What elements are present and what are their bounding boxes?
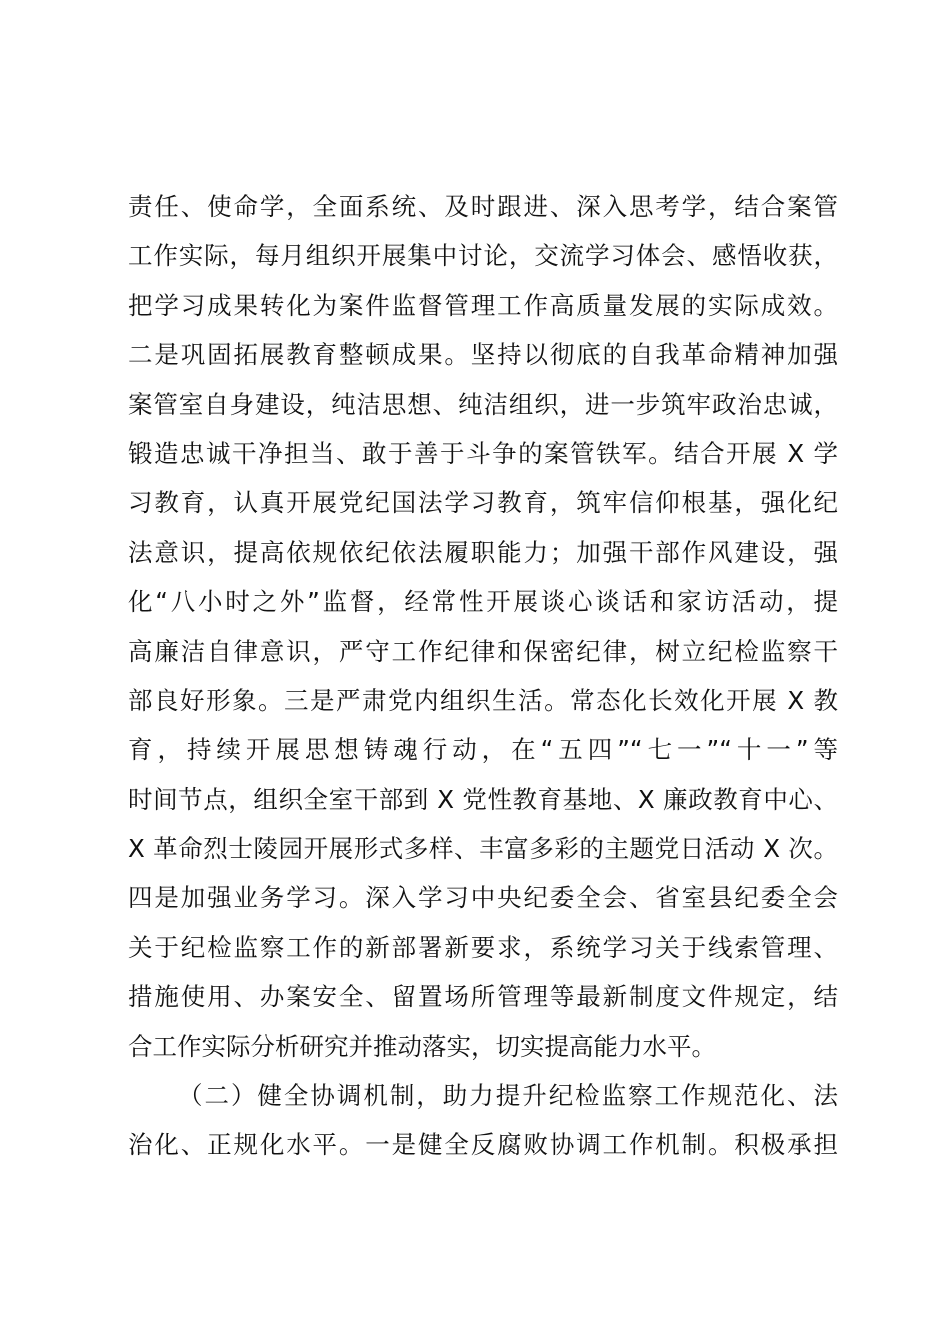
- text-line: 关于纪检监察工作的新部署新要求，系统学习关于线索管理、: [128, 932, 838, 962]
- text-line: 习教育，认真开展党纪国法学习教育，筑牢信仰根基，强化纪: [128, 488, 838, 518]
- text-line: 责任、使命学，全面系统、及时跟进、深入思考学，结合案管: [128, 192, 838, 221]
- text-line: 高廉洁自律意识，严守工作纪律和保密纪律，树立纪检监察干: [128, 636, 838, 666]
- text-line: 案管室自身建设，纯洁思想、纯洁组织，进一步筑牢政治忠诚，: [128, 389, 838, 419]
- text-line: 育，持续开展思想铸魂行动，在“五四”“七一”“十一”等: [128, 735, 838, 765]
- text-line: 二是巩固拓展教育整顿成果。坚持以彻底的自我革命精神加强: [128, 340, 838, 370]
- text-line: 四是加强业务学习。深入学习中央纪委全会、省室县纪委全会: [128, 883, 838, 913]
- text-line: 把学习成果转化为案件监督管理工作高质量发展的实际成效。: [128, 290, 838, 320]
- text-line: 法意识，提高依规依纪依法履职能力；加强干部作风建设，强: [128, 537, 838, 567]
- paragraph-last-line: 合工作实际分析研究并推动落实，切实提高能力水平。: [128, 1031, 716, 1061]
- body-text: [128, 182, 838, 1170]
- text-line: 时间节点，组织全室干部到 X 党性教育基地、X 廉政教育中心、: [128, 784, 838, 814]
- text-line: 措施使用、办案安全、留置场所管理等最新制度文件规定，结: [128, 982, 838, 1012]
- section-heading-line: （二）健全协调机制，助力提升纪检监察工作规范化、法: [178, 1081, 838, 1111]
- text-line: 化“八小时之外”监督，经常性开展谈心谈话和家访活动，提: [128, 587, 838, 617]
- text-line: 锻造忠诚干净担当、敢于善于斗争的案管铁军。结合开展 X 学: [128, 438, 838, 468]
- text-line: 工作实际，每月组织开展集中讨论，交流学习体会、感悟收获，: [128, 241, 838, 271]
- text-line: X 革命烈士陵园开展形式多样、丰富多彩的主题党日活动 X 次。: [128, 834, 838, 864]
- text-line: 治化、正规化水平。一是健全反腐败协调工作机制。积极承担: [128, 1130, 838, 1160]
- text-line: 部良好形象。三是严肃党内组织生活。常态化长效化开展 X 教: [128, 685, 838, 715]
